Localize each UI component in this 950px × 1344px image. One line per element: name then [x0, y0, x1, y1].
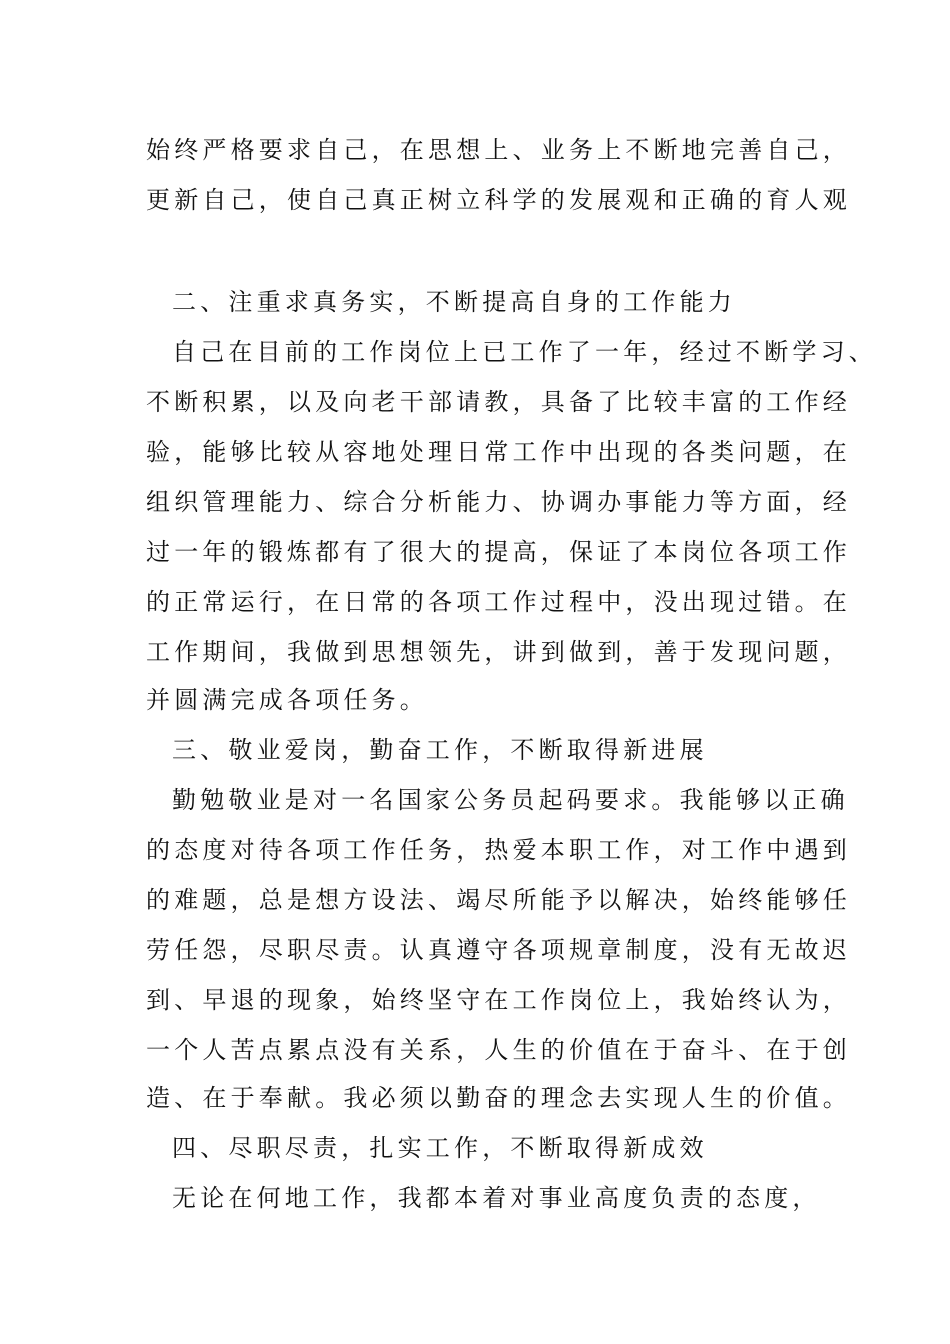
text-line: 更新自己，使自己真正树立科学的发展观和正确的育人观	[146, 186, 851, 214]
text-line: 始终严格要求自己，在思想上、业务上不断地完善自己，	[146, 136, 851, 164]
text-line: 自己在目前的工作岗位上已工作了一年，经过不断学习、	[172, 338, 877, 366]
text-line: 验，能够比较从容地处理日常工作中出现的各类问题，在	[146, 438, 851, 466]
text-line: 劳任怨，尽职尽责。认真遵守各项规章制度，没有无故迟	[146, 936, 851, 964]
text-line: 一个人苦点累点没有关系，人生的价值在于奋斗、在于创	[146, 1036, 851, 1064]
text-line: 勤勉敬业是对一名国家公务员起码要求。我能够以正确	[172, 786, 849, 814]
section-heading: 二、注重求真务实，不断提高自身的工作能力	[172, 288, 736, 316]
text-line: 无论在何地工作，我都本着对事业高度负责的态度，	[172, 1184, 821, 1212]
text-line: 并圆满完成各项任务。	[146, 686, 428, 714]
text-line: 不断积累，以及向老干部请教，具备了比较丰富的工作经	[146, 388, 851, 416]
text-line: 工作期间，我做到思想领先，讲到做到，善于发现问题，	[146, 638, 851, 666]
text-line: 的态度对待各项工作任务，热爱本职工作，对工作中遇到	[146, 836, 851, 864]
section-heading: 四、尽职尽责，扎实工作，不断取得新成效	[172, 1134, 708, 1162]
text-line: 到、早退的现象，始终坚守在工作岗位上，我始终认为，	[146, 986, 851, 1014]
text-line: 过一年的锻炼都有了很大的提高，保证了本岗位各项工作	[146, 538, 851, 566]
text-line: 的难题，总是想方设法、竭尽所能予以解决，始终能够任	[146, 886, 851, 914]
text-line: 组织管理能力、综合分析能力、协调办事能力等方面，经	[146, 488, 851, 516]
section-heading: 三、敬业爱岗，勤奋工作，不断取得新进展	[172, 736, 708, 764]
text-line: 的正常运行，在日常的各项工作过程中，没出现过错。在	[146, 588, 851, 616]
text-line: 造、在于奉献。我必须以勤奋的理念去实现人生的价值。	[146, 1084, 851, 1112]
